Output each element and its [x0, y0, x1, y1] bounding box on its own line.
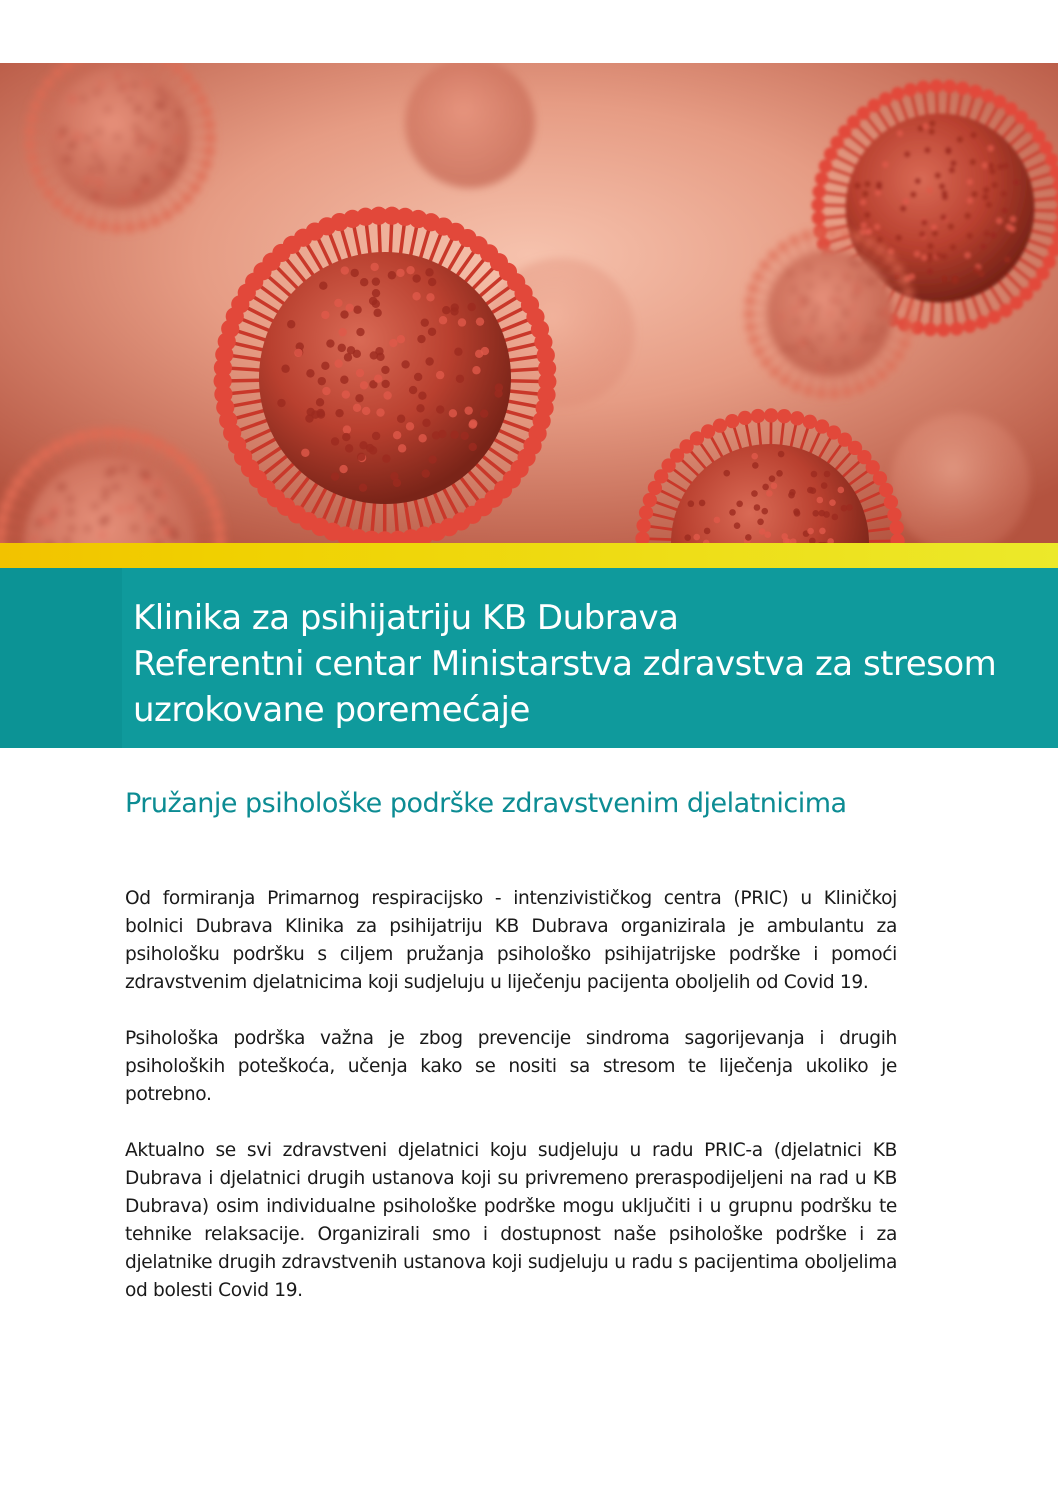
banner-title — [133, 595, 1033, 733]
yellow-accent-band — [0, 543, 1058, 568]
main-virus-particle — [214, 207, 557, 543]
section-heading: Pružanje psihološke podrške zdravstvenim djelatnicima — [125, 788, 847, 819]
banner-title-line-1: Klinika za psihijatriju KB Dubrava — [133, 598, 679, 638]
banner-title-line-3: uzrokovane poremećaje — [133, 690, 530, 730]
paragraph-1: Od formiranja Primarnog respiracijsko - intenzivističkog centra (PRIC) u Kliničkoj bolnici Dubrava Klinika za psihijatriju KB Dubrava organizirala je ambulantu za psihološku podršku s ciljem pružanja psihološko psihijatrijske podrške i pomoći zdravstvenim djelatnicima koji sudjeluju u liječenju pacijenta oboljelih od Covid 19. — [125, 888, 897, 993]
article-body — [125, 885, 897, 1333]
paragraph-3: Aktualno se svi zdravstveni djelatnici koju sudjeluju u radu PRIC-a (djelatnici KB Dubrava i djelatnici drugih ustanova koji su privremeno preraspodijeljeni na rad u KB Dubrava) osim individualne psihološke podrške mogu uključiti i u grupnu podršku te tehnike relaksacije. Organizirali smo i dostupnost naše psihološke podrške i za djelatnike drugih zdravstvenih ustanova koji sudjeluju u radu s pacijentima oboljelima od bolesti Covid 19. — [125, 1140, 897, 1301]
paragraph-2: Psihološka podrška važna je zbog prevencije sindroma sagorijevanja i drugih psiholoških poteškoća, učenja kako se nositi sa stresom te liječenja ukoliko je potrebno. — [125, 1028, 897, 1105]
header-banner — [0, 568, 1058, 748]
banner-accent-block — [0, 568, 122, 748]
banner-title-line-2: Referentni centar Ministarstva zdravstva za stresom — [133, 644, 997, 684]
coronavirus-hero-image — [0, 63, 1058, 543]
coronavirus-illustration — [0, 63, 1058, 543]
